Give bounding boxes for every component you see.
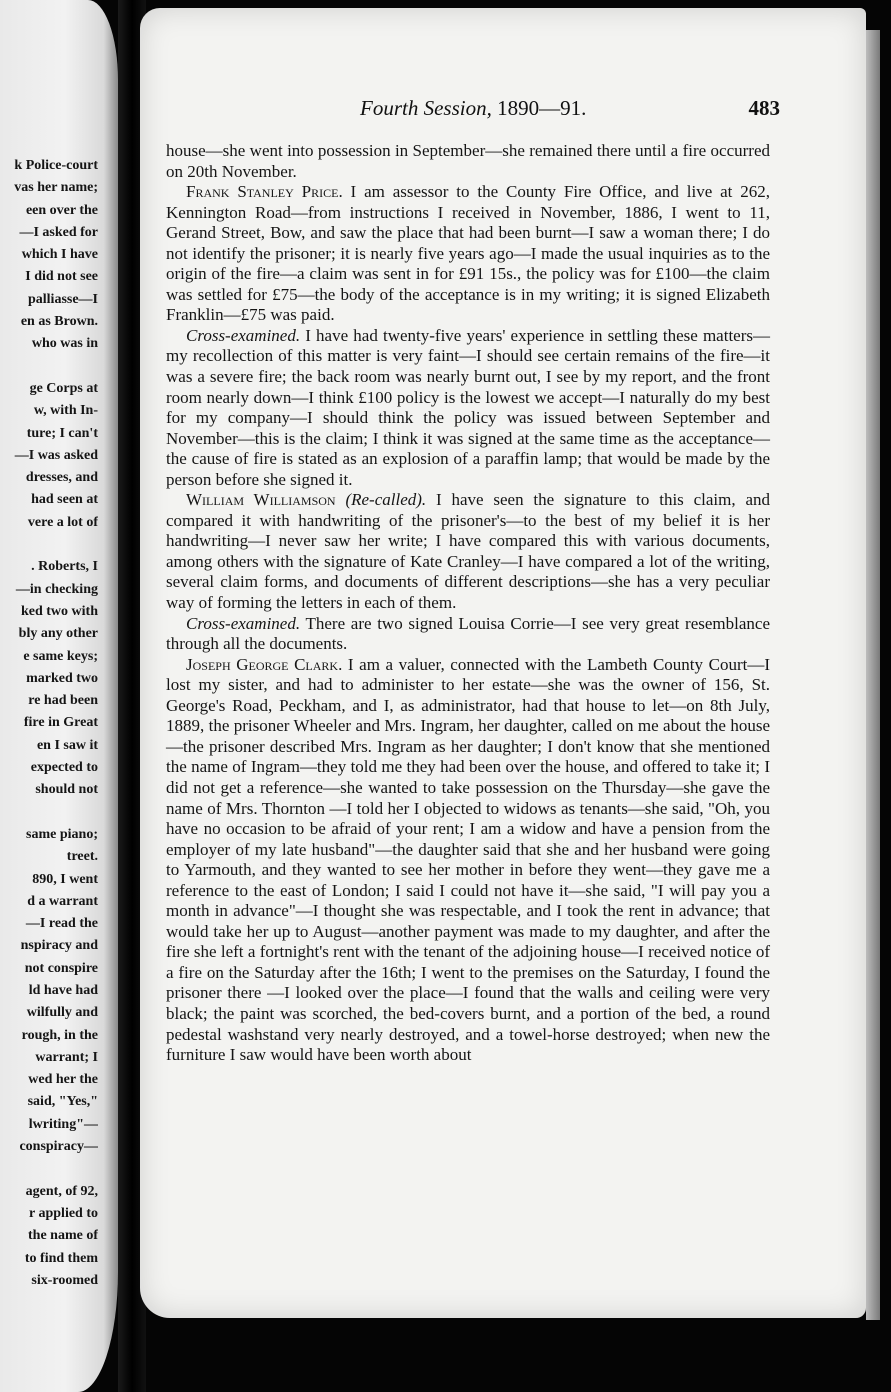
left-page-line: nspiracy and: [20, 938, 98, 954]
left-page-line: same piano;: [26, 826, 98, 842]
left-page-line: [0, 802, 98, 824]
left-page-line: the name of: [28, 1228, 98, 1244]
left-page-line: —I asked for: [19, 224, 98, 240]
left-page-line: marked two: [26, 670, 98, 686]
left-page-line: —I read the: [25, 916, 98, 932]
left-page-line: re had been: [28, 693, 98, 709]
testimony-text: There are two signed Louisa Corrie—I see very great resemblance through all the documents.: [166, 613, 770, 654]
left-page-line: bly any other: [18, 626, 98, 642]
left-page-line: w, with In-: [33, 403, 98, 419]
testimony-text: I have had twenty-five years' experience in settling these matters—my recollection of this matter is very faint—I should see certain remains of the fire—it was a severe fire; the back room was nearly burnt out, I see by my report, and the front room nearly down—I think £100 policy is the lowest we accept—I naturally do my best for my company—I should think the policy was issued between September and November—this is the claim; I think it was signed at the same time as the acceptance—the cause of fire is stated as an explosion of a paraffin lamp; that would be made by the person before she signed it.: [166, 325, 770, 489]
transcript-body: [166, 141, 770, 1066]
left-page-line: ked two with: [20, 603, 98, 619]
left-page-line: ld have had: [28, 982, 98, 998]
page-edge: [866, 30, 880, 1320]
testimony-text: I have seen the signature to this claim, and compared it with handwriting of the prisoner's—to the best of my belief it is her handwriting—I never saw her write; I have compared this with various documents, among others with the signature of Kate Cranley—I have compared a lot of the writing, several claim forms, and documents of different descriptions—she has a very peculiar way of forming the letters in each of them.: [166, 490, 771, 613]
testimony-label: Cross-examined.: [186, 325, 301, 345]
left-page-line: wilfully and: [26, 1005, 98, 1021]
left-page-line: —I was asked: [14, 447, 98, 463]
left-page-line: een over the: [25, 202, 98, 218]
page-number: 483: [748, 96, 780, 120]
left-page-line: e same keys;: [23, 648, 98, 664]
left-page-line: vere a lot of: [27, 514, 98, 530]
running-header: [360, 96, 780, 126]
left-page-line: [0, 356, 98, 378]
left-page-line: which I have: [21, 247, 98, 263]
left-page-line: [0, 1158, 98, 1180]
speaker-name: Joseph George Clark.: [186, 654, 343, 674]
left-page-line: I did not see: [25, 269, 98, 285]
left-page-line: palliasse—I: [27, 291, 98, 307]
transcript-paragraph: [166, 141, 770, 182]
left-page-line: ge Corps at: [29, 380, 98, 396]
left-page-line: 890, I went: [32, 871, 98, 887]
left-page-line: rough, in the: [21, 1027, 98, 1043]
left-page-line: warrant; I: [35, 1049, 98, 1065]
left-page-line: ture; I can't: [26, 425, 98, 441]
testimony-label: (Re-called).: [345, 490, 427, 510]
left-page-line: [0, 534, 98, 556]
left-page-line: en as Brown.: [20, 314, 98, 330]
left-page-line: . Roberts, I: [31, 559, 98, 575]
left-page-line: said, "Yes,": [27, 1094, 98, 1110]
left-page-line: to find them: [24, 1250, 98, 1266]
session-title: Fourth Session,: [360, 96, 492, 120]
testimony-text: I am a valuer, connected with the Lambeth County Court—I lost my sister, and had to administer to her estate—she was the owner of 156, St. George's Road, Peckham, and I, as administrator, had that house to let—on 8th July, 1889, the prisoner Wheeler and Mrs. Ingram, her daughter, called on me about the house—the prisoner described Mrs. Ingram as her daughter; I don't know that she mentioned the name of Ingram—they told me they had been over the house, and offered to take it; I did not get a reference—she wanted to take possession on the Thursday—she gave the name of Mrs. Thornton —I told her I objected to widows as tenants—she said, "Oh, you have no occasion to be afraid of your rent; I am a widow and have a pension from the employer of my late husband"—the daughter said that she and her husband were going to Yarmouth, and they wanted to see her mother in before they went—they gave me a reference to the east of London; I said I could not have it—she said, "I will pay you a month in advance"—I thought she was respectable, and I took the rent in advance; that would take her up to August—another payment was made to my daughter, and after the fire she left a fortnight's rent with the tenant of the adjoining house—I received notice of a fire on the Saturday after the 16th; I went to the premises on the Saturday, I found the prisoner there —I looked over the place—I found that the walls and ceiling were very black; the paint was scorched, the bed-covers burnt, and a portion of the bed, a round pedestal washstand very nearly destroyed, and a towel-horse destroyed; when new the furniture I saw would have been worth about: [166, 654, 770, 1065]
left-page-fragment: [0, 0, 118, 1392]
left-page-line: expected to: [30, 760, 98, 776]
speaker-name: Frank Stanley Price.: [186, 182, 343, 202]
speaker-name: William Williamson: [186, 490, 336, 510]
left-page-line: lwriting"—: [28, 1116, 98, 1132]
transcript-paragraph: [166, 326, 770, 490]
transcript-paragraph: [166, 182, 770, 326]
testimony-text: I am assessor to the County Fire Office, and live at 262, Kennington Road—from instructions I received in November, 1886, I went to 11, Gerand Street, Bow, and saw the place that had been burnt—I saw a woman there; I do not identify the prisoner; it is nearly five years ago—I made the usual inquiries as to the origin of the fire—a claim was sent in for £91 15s., the policy was for £100—the claim was settled for £75—the body of the acceptance is in my writing; it is signed Elizabeth Franklin—£75 was paid.: [166, 182, 770, 325]
left-page-line: d a warrant: [27, 893, 98, 909]
left-page-line: —in checking: [15, 581, 98, 597]
left-page-line: conspiracy—: [19, 1139, 98, 1155]
left-page-line: fire in Great: [23, 715, 98, 731]
left-page-line: should not: [35, 782, 98, 798]
left-page-line: agent, of 92,: [25, 1183, 98, 1199]
transcript-paragraph: [166, 490, 770, 613]
left-page-line: en I saw it: [36, 737, 98, 753]
left-page-line: wed her the: [28, 1072, 98, 1088]
transcript-paragraph: [166, 655, 770, 1066]
left-page-line: had seen at: [31, 492, 98, 508]
left-page-line: dresses, and: [25, 470, 98, 486]
transcript-paragraph: [166, 614, 770, 655]
left-page-text: [0, 155, 98, 1292]
session-year: 1890—91.: [497, 96, 587, 120]
left-page-line: not conspire: [24, 960, 98, 976]
left-page-line: k Police-court: [14, 158, 98, 173]
left-page-line: treet.: [66, 849, 98, 865]
testimony-label: Cross-examined.: [186, 613, 301, 633]
testimony-text: house—she went into possession in September—she remained there until a fire occurred on 20th November.: [166, 141, 770, 181]
left-page-line: vas her name;: [14, 180, 98, 196]
left-page-line: who was in: [31, 336, 98, 352]
left-page-line: six-roomed: [31, 1272, 98, 1288]
left-page-line: r applied to: [29, 1205, 98, 1221]
